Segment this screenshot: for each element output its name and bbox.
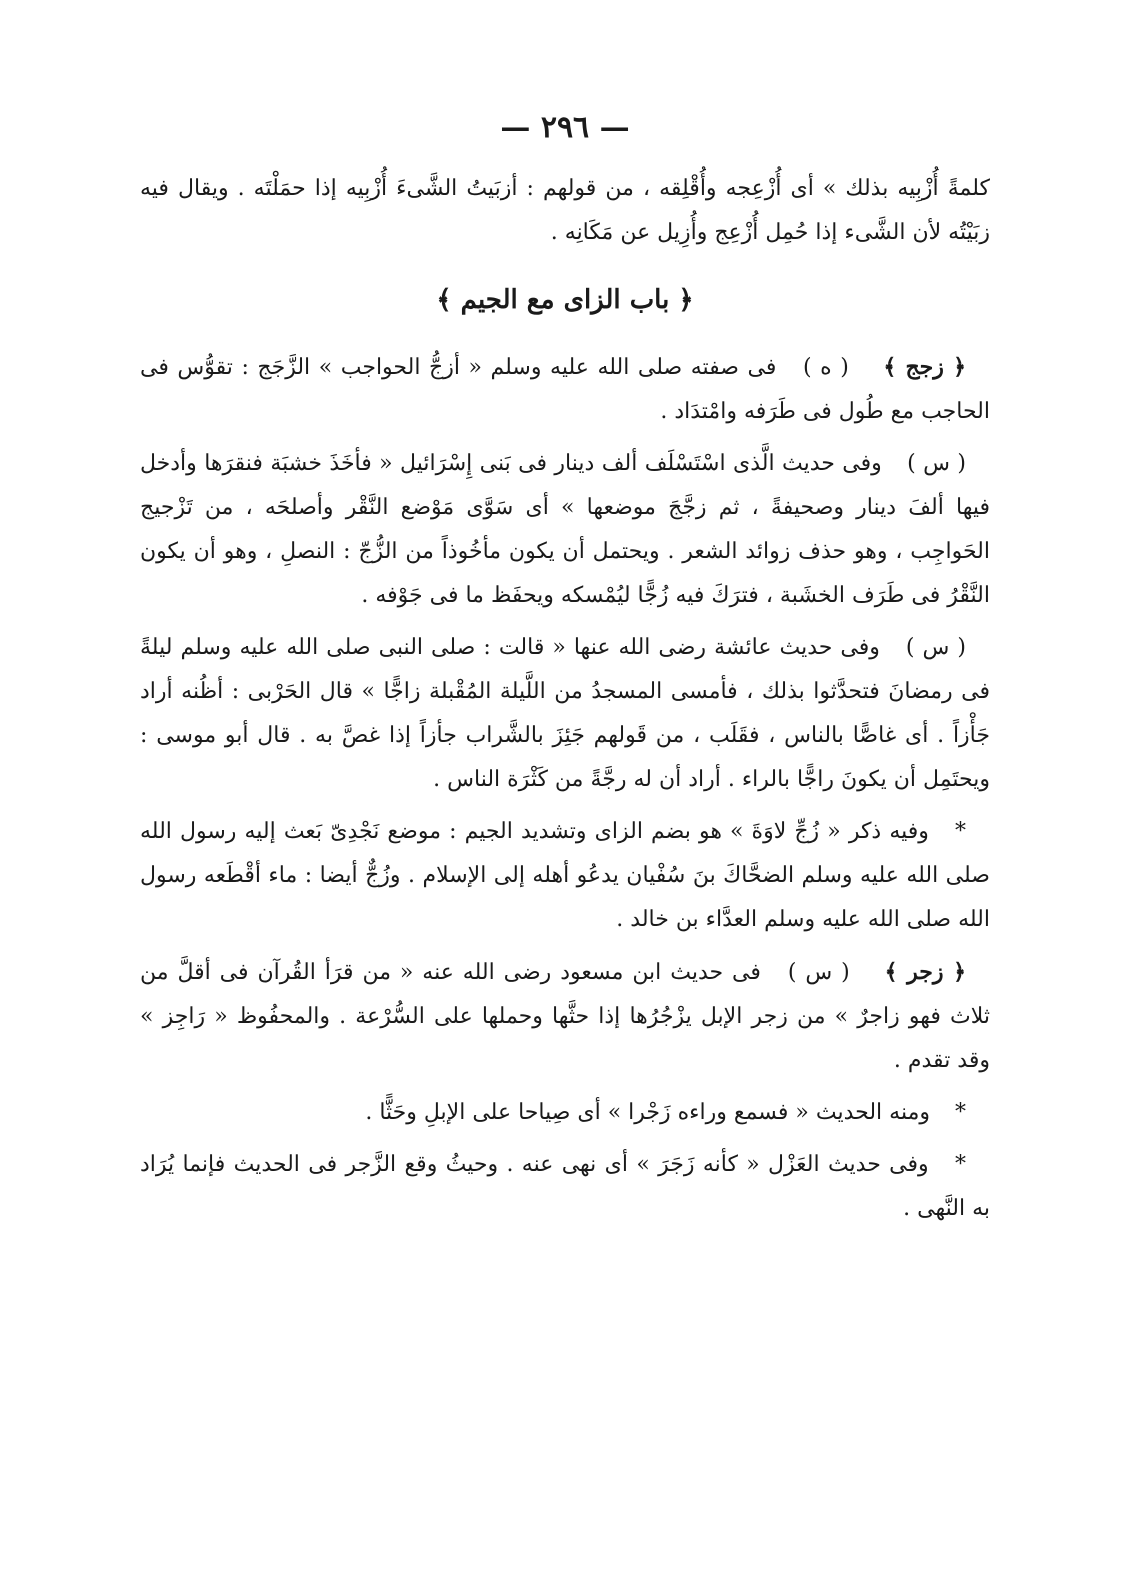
source-symbol: ( ه ) <box>802 355 849 380</box>
star-marker: * <box>955 1100 966 1125</box>
entry-paragraph <box>140 1143 990 1231</box>
entry-text: ومنه الحديث « فسمع وراءه زَجْرا » أى صِياحا على الإبلِ وحَثًّا . <box>365 1100 930 1125</box>
source-symbol: ( س ) <box>905 635 966 660</box>
entry-paragraph <box>140 345 990 434</box>
star-marker: * <box>954 1152 966 1177</box>
entry-headword: ﴿ زجج ﴾ <box>883 354 966 380</box>
entry-paragraph <box>140 1091 990 1135</box>
entry-paragraph <box>140 810 990 942</box>
continuation-paragraph: كلمةً أُزْبِيه بذلك » أى أُزْعِجه وأُقْلِقه ، من قولهم : أزبَيتُ الشَّىءَ أُزْبِيه إذا حمَلْتَه . ويقال فيه زبَيْتُه لأن الشَّىء إذا حُمِل أُزْعِج وأُزِيل عن مَكَانِه . <box>140 176 990 245</box>
star-marker: * <box>955 819 966 844</box>
entry-paragraph <box>140 626 990 802</box>
entry-text: فى صفته صلى الله عليه وسلم « أزجُّ الحواجب » الزَّجَج : تقوُّس فى الحاجب مع طُول فى طَرَفه وامْتدَاد . <box>140 355 990 424</box>
entry-paragraph <box>140 442 990 618</box>
source-symbol: ( س ) <box>907 451 966 476</box>
section-title: ﴿ باب الزاى مع الجيم ﴾ <box>436 285 694 315</box>
document-page <box>140 110 990 1239</box>
entry-text: فى حديث ابن مسعود رضى الله عنه « من قرَأ القُرآن فى أقلَّ من ثلاث فهو زاجرٌ » من زجر الإبل يزْجُرُها إذا حثَّها وحملها على السُّرْعة . والمحفُوظ « رَاجِز » وقد تقدم . <box>140 960 990 1073</box>
entry-text: وفى حديث الَّذى اسْتَسْلَف ألف دينار فى بَنى إِسْرَائيل « فأخَذَ خشبَة فنقرَها وأدخل فيها ألفَ دينار وصحيفةً ، ثم زجَّجَ موضعها » أى سَوَّى مَوْضع النَّقْر وأصلحَه ، من تَزْجيج الحَواجِب ، وهو حذف زوائد الشعر . ويحتمل أن يكون مأخُوذاً من الزُّجّ : النصلِ ، وهو أن يكون النَّقْرُ فى طَرَف الخشَبة ، فترَكَ فيه زُجًّا ليُمْسكه ويحفَظ ما فى جَوْفه . <box>140 451 990 608</box>
entry-text: وفيه ذكر « زُجِّ لاوَةَ » هو بضم الزاى وتشديد الجيم : موضع نَجْدِىّ بَعث إليه رسول الله صلى الله عليه وسلم الضحَّاكَ بنَ سُفْيان يدعُو أهله إلى الإسلام . وزُجٌّ أيضا : ماء أقْطَعه رسول الله صلى الله عليه وسلم العدَّاء بن خالد . <box>140 819 990 932</box>
entry-headword: ﴿ زجر ﴾ <box>884 959 966 985</box>
page-number: — ٢٩٦ — <box>500 110 630 145</box>
entry-text: وفى حديث العَزْل « كأنه زَجَرَ » أى نهى عنه . وحيثُ وقع الزَّجر فى الحديث فإنما يُرَاد به النَّهى . <box>140 1152 990 1221</box>
entry-text: وفى حديث عائشة رضى الله عنها « قالت : صلى النبى صلى الله عليه وسلم ليلةً فى رمضانَ فتحدَّثوا بذلك ، فأمسى المسجدُ من اللَّيلة المُقْبلة زاجًّا » قال الحَرْبى : أظُنه أراد جَأْزاً . أى غاصًّا بالناس ، فقَلَب ، من قَولهم جَئِزَ بالشَّراب جأزاً إذا غصَّ به . قال أبو موسى : ويحتَمِل أن يكونَ راجًّا بالراء . أراد أن له رجَّةً من كَثْرَة الناس . <box>140 635 990 792</box>
source-symbol: ( س ) <box>787 960 850 985</box>
entry-paragraph <box>140 950 990 1083</box>
